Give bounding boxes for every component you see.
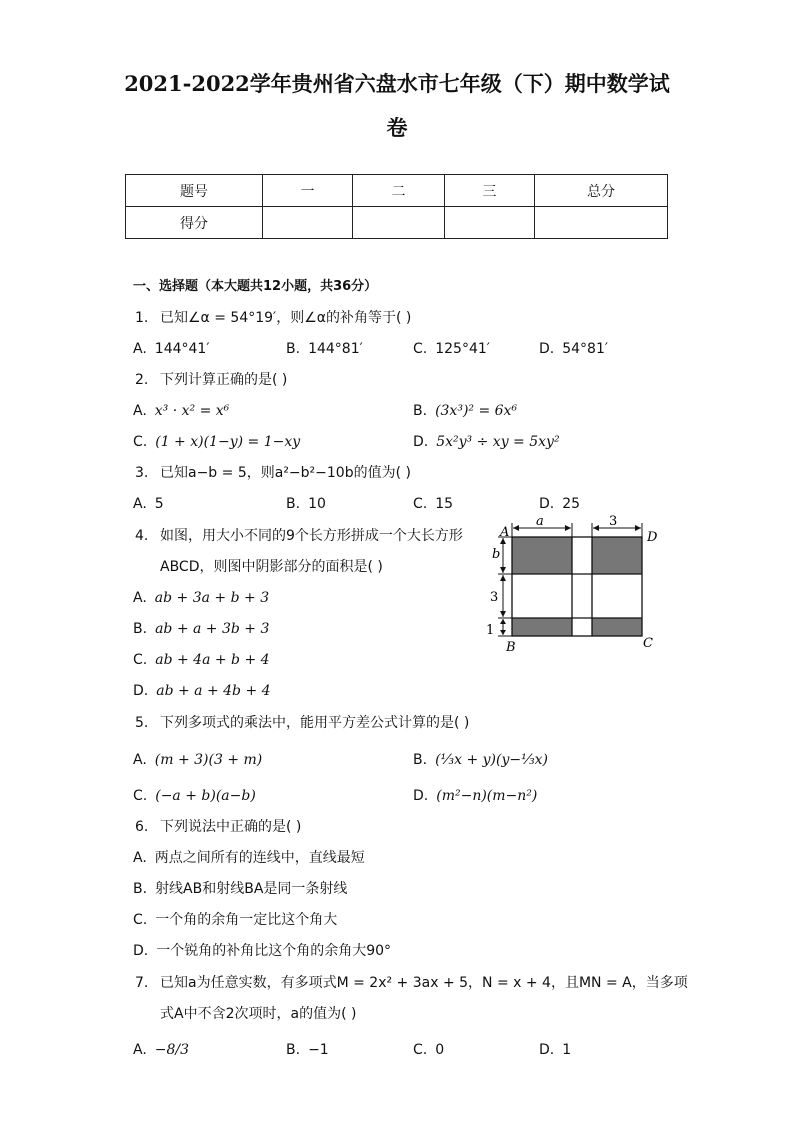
option-label: B.: [413, 752, 428, 768]
option-label: D.: [539, 1042, 555, 1058]
option-text: 54°81′: [562, 341, 609, 357]
vertex-label-d: D: [647, 530, 658, 545]
header-cell: 题号: [126, 175, 263, 207]
option-b[interactable]: [133, 619, 269, 639]
option-text: −1: [308, 1042, 329, 1058]
option-label: B.: [413, 403, 428, 419]
option-label: A.: [133, 850, 147, 866]
header-cell: 二: [353, 175, 445, 207]
option-label: C.: [133, 912, 148, 928]
dimension-label-a: a: [536, 514, 544, 529]
option-a[interactable]: [133, 588, 269, 608]
vertex-label-b: B: [506, 640, 516, 655]
option-text: (m²−n)(m−n²): [436, 788, 538, 804]
score-table-header-row: [126, 175, 668, 207]
question-number: 5.: [135, 715, 149, 731]
question-text: 如图，用大小不同的9个长方形拼成一个大长方形: [160, 528, 463, 544]
option-b[interactable]: [413, 750, 548, 770]
shaded-rect-top-left: [512, 537, 572, 574]
question-text: 下列计算正确的是( ): [160, 372, 288, 388]
option-label: D.: [133, 943, 149, 959]
dimension-label-3-top: 3: [609, 514, 618, 529]
option-label: B.: [133, 881, 148, 897]
option-label: A.: [133, 341, 147, 357]
option-a[interactable]: [133, 848, 365, 868]
shaded-rect-bottom-right: [592, 618, 642, 636]
option-text: 两点之间所有的连线中，直线最短: [154, 850, 365, 866]
option-label: B.: [286, 1042, 301, 1058]
question-number: 3.: [135, 465, 149, 481]
option-text: 144°81′: [308, 341, 363, 357]
dimension-label-1: 1: [486, 623, 495, 638]
option-text: ab + 4a + b + 4: [155, 652, 270, 668]
option-text: 144°41′: [154, 341, 210, 357]
option-text: x³ · x² = x⁶: [154, 403, 230, 419]
option-label: B.: [286, 496, 301, 512]
option-a[interactable]: [133, 339, 210, 359]
vertex-label-a: A: [500, 525, 510, 540]
section-heading: 一、选择题（本大题共12小题，共36分）: [133, 279, 378, 294]
shaded-rect-top-right: [592, 537, 642, 574]
option-d[interactable]: [539, 1040, 571, 1060]
option-b[interactable]: [286, 339, 363, 359]
option-label: A.: [133, 752, 147, 768]
option-text: (−a + b)(a−b): [155, 788, 256, 804]
option-d[interactable]: [539, 494, 580, 514]
option-text: 一个角的余角一定比这个角大: [155, 912, 338, 928]
question-text: 已知∠α = 54°19′，则∠α的补角等于( ): [160, 310, 412, 326]
header-cell: 总分: [535, 175, 668, 207]
option-label: A.: [133, 403, 147, 419]
question-number: 4.: [135, 528, 149, 544]
option-label: D.: [539, 341, 555, 357]
option-text: 25: [562, 496, 581, 512]
rectangle-figure: [480, 512, 670, 657]
option-a[interactable]: [133, 494, 164, 514]
header-cell: 一: [263, 175, 353, 207]
option-text: 10: [308, 496, 326, 512]
option-label: D.: [133, 683, 149, 699]
shaded-rect-bottom-left: [512, 618, 572, 636]
option-b[interactable]: [413, 401, 517, 421]
score-cell[interactable]: [535, 207, 668, 239]
option-b[interactable]: [286, 494, 326, 514]
option-text: ab + a + 4b + 4: [156, 683, 271, 699]
option-c[interactable]: [133, 786, 256, 806]
option-text: −8/3: [154, 1042, 190, 1058]
option-label: D.: [539, 496, 555, 512]
option-b[interactable]: [286, 1040, 329, 1060]
score-cell[interactable]: [353, 207, 445, 239]
option-c[interactable]: [413, 339, 490, 359]
option-c[interactable]: [133, 650, 270, 670]
option-label: D.: [413, 788, 429, 804]
option-a[interactable]: [133, 750, 262, 770]
question-text: 下列多项式的乘法中，能用平方差公式计算的是( ): [160, 715, 470, 731]
document-title-line-2: 卷: [386, 115, 408, 140]
option-text: 125°41′: [435, 341, 490, 357]
option-text: ab + 3a + b + 3: [154, 590, 270, 606]
option-label: A.: [133, 1042, 147, 1058]
option-label: B.: [133, 621, 148, 637]
option-d[interactable]: [413, 432, 560, 452]
vertex-label-c: C: [643, 636, 653, 651]
option-c[interactable]: [133, 432, 300, 452]
question-text: 已知a−b = 5，则a²−b²−10b的值为( ): [160, 465, 411, 481]
option-text: (1 + x)(1−y) = 1−xy: [155, 434, 301, 450]
option-text: (m + 3)(3 + m): [154, 752, 263, 768]
option-text: 1: [562, 1042, 572, 1058]
option-label: C.: [133, 788, 148, 804]
option-label: C.: [413, 496, 428, 512]
option-text: 一个锐角的补角比这个角的余角大90°: [156, 943, 392, 959]
option-d[interactable]: [413, 786, 537, 806]
score-table-score-row: [126, 207, 668, 239]
option-c[interactable]: [133, 910, 337, 930]
question-number: 7.: [135, 975, 149, 991]
option-text: 5: [154, 496, 164, 512]
option-label: C.: [133, 652, 148, 668]
option-label: C.: [133, 434, 148, 450]
header-cell: 三: [445, 175, 535, 207]
option-d[interactable]: [539, 339, 608, 359]
score-table: [125, 174, 668, 239]
option-text: (⅓x + y)(y−⅓x): [435, 752, 549, 768]
option-d[interactable]: [133, 941, 391, 961]
option-text: (3x³)² = 6x⁶: [435, 403, 518, 419]
question-text: ABCD，则图中阴影部分的面积是( ): [160, 559, 383, 575]
question-text: 下列说法中正确的是( ): [160, 819, 302, 835]
option-c[interactable]: [413, 1040, 444, 1060]
option-label: C.: [413, 1042, 428, 1058]
option-text: 0: [435, 1042, 445, 1058]
option-d[interactable]: [133, 681, 271, 701]
option-a[interactable]: [133, 401, 229, 421]
option-label: A.: [133, 496, 147, 512]
option-b[interactable]: [133, 879, 347, 899]
option-c[interactable]: [413, 494, 453, 514]
question-number: 1.: [135, 310, 149, 326]
option-label: D.: [413, 434, 429, 450]
question-number: 6.: [135, 819, 149, 835]
question-number: 2.: [135, 372, 149, 388]
question-text: 已知a为任意实数，有多项式M = 2x² + 3ax + 5，N = x + 4，且MN = A，当多项: [160, 975, 688, 991]
question-text: 式A中不含2次项时，a的值为( ): [160, 1006, 357, 1022]
option-a[interactable]: [133, 1040, 189, 1060]
option-text: 15: [435, 496, 454, 512]
option-text: 5x²y³ ÷ xy = 5xy²: [436, 434, 560, 450]
dimension-label-b: b: [492, 547, 501, 562]
option-label: B.: [286, 341, 301, 357]
option-label: C.: [413, 341, 428, 357]
option-label: A.: [133, 590, 147, 606]
option-text: 射线AB和射线BA是同一条射线: [155, 881, 348, 897]
row-label-cell: 得分: [126, 207, 263, 239]
dimension-label-3-left: 3: [490, 590, 499, 605]
option-text: ab + a + 3b + 3: [155, 621, 270, 637]
score-cell[interactable]: [445, 207, 535, 239]
document-title-line-1: 2021-2022学年贵州省六盘水市七年级（下）期中数学试: [124, 71, 670, 96]
score-cell[interactable]: [263, 207, 353, 239]
